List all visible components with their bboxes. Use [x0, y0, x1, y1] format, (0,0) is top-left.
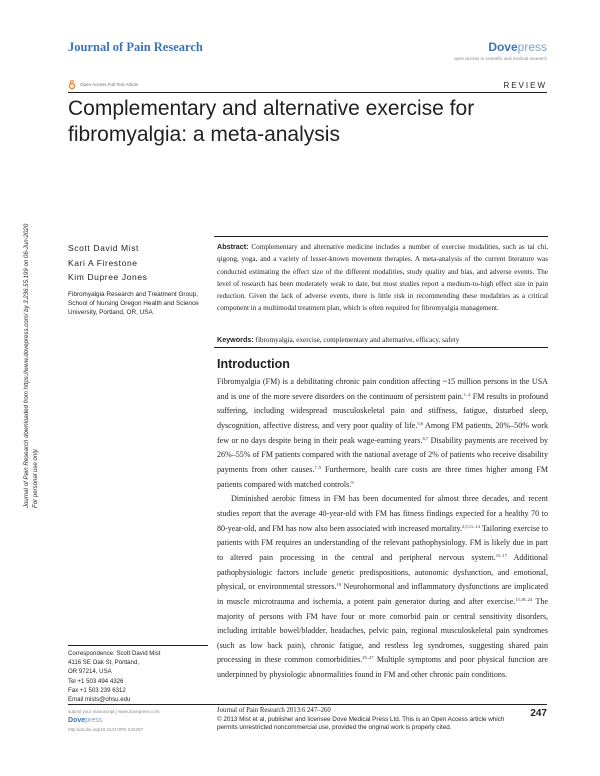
- license-text: © 2013 Mist et al, publisher and licensee Dove Medical Press Ltd. This is an Open Access article which permits unrestricted noncommercial use, provided the original work is properly cited.: [217, 715, 505, 731]
- correspondence-fax: Fax +1 503 239 6312: [68, 686, 126, 694]
- citation-line: Journal of Pain Research 2013:6 247–260: [217, 707, 331, 714]
- publisher-logo: [488, 40, 547, 54]
- abstract-label: Abstract:: [217, 242, 249, 251]
- correspondence-email[interactable]: Email mists@ohsu.edu: [68, 696, 131, 704]
- correspondence-name: Correspondence: Scott David Mist: [68, 650, 161, 657]
- citation: 2,5,11–14: [462, 523, 480, 529]
- citation: 1–4: [463, 391, 471, 397]
- publisher-logo-bold: Dove: [488, 40, 518, 54]
- keywords-text: fibromyalgia, exercise, complementary and alternative, efficacy, safety: [255, 336, 460, 344]
- footer-publisher-logo: [68, 715, 159, 726]
- article-title: Complementary and alternative exercise for fibromyalgia: a meta-analysis: [68, 97, 475, 146]
- doi-link[interactable]: http://dx.doi.org/10.2147/JPR.S32297: [68, 727, 144, 732]
- publisher-tagline: open access to scientific and medical research: [453, 56, 547, 61]
- download-watermark: [22, 158, 44, 508]
- citation: 7–9: [314, 464, 322, 470]
- page-number: 247: [530, 708, 547, 719]
- open-access-badge: [68, 80, 138, 89]
- citation: 15–17: [495, 552, 507, 558]
- publisher-logo-light: press: [517, 40, 547, 54]
- footer-citation: [217, 707, 517, 733]
- open-access-label: Open Access Full Text Article: [80, 82, 138, 87]
- footer-left: [68, 708, 159, 733]
- correspondence-address: OR 97214, USA: [68, 668, 112, 676]
- open-access-icon: [68, 80, 76, 89]
- author-name: Kari A Firestone: [68, 257, 138, 268]
- introduction-body: [217, 375, 548, 683]
- submit-link[interactable]: submit your manuscript | www.dovepress.com: [68, 709, 160, 714]
- author-affiliation: Fibromyalgia Research and Treatment Group, School of Nursing Oregon Health and Science University, Portland, OR, USA: [68, 291, 199, 317]
- header-divider: [68, 92, 547, 93]
- paragraph: Fibromyalgia (FM) is a debilitating chronic pain condition affecting ~15 million persons in the USA and is one of the more severe disorders on the continuum of persistent pain.$^{1-4}$ FM results in profound suffering, including widespread musculoskeletal pain and stiffness, fatigue, disturbed sleep, dyscognition, affective distress, and very poor quality of life.$^{5,6}$ Among FM patients, 20%–50% work few or no days despite being in their peak wage-earning years.$^{6,7}$ Disability payments are received by 26%–55% of FM patients compared with the national average of 2% of patients who receive disability payments from other causes.$^{7-9}$ Furthermore, health care costs are three times higher among FM patients compared with matched controls.$^9$: [217, 377, 548, 489]
- paragraph: Diminished aerobic fitness in FM has been documented for almost three decades, and recent studies report that the average 40-year-old with FM has fitness findings expected for a healthy 70 to 80-year-old, and FM has now also been associated with increased mortality.$^{2,5,11-14}$ Tailoring exercise to patients with FM requires an understanding of the relevant pathophysiology. FM is likely due in part to altered pain processing in the central and peripheral nervous system.$^{15-17}$ Additional pathophysiologic factors include genetic predispositions, autonomic dysfunction, and emotional, physical, or environmental stressors.$^{18}$ Neurohormonal and inflammatory dysfunctions are implicated in muscle microtrauma and ischemia, a potent pain generator during and after exercise.$^{15,18-24}$ The majority of persons with FM have four or more comorbid pain or central sensitivity disorders, including irritable bowel/bladder, headaches, pelvic pain, regional musculoskeletal pain syndromes (such as low back pain), chronic fatigue, and restless leg syndromes, suggesting shared pain processing in these common comorbidities.$^{25-27}$ Multiple symptoms and poor physical function are underpinned by physiologic abnormalities found in FM and other chronic pain conditions.: [217, 494, 549, 680]
- keywords: [217, 334, 548, 346]
- correspondence-block: [68, 645, 208, 704]
- author-name: Kim Dupree Jones: [68, 272, 148, 282]
- section-heading: Introduction: [217, 357, 290, 371]
- citation: 15,18–24: [515, 596, 533, 602]
- correspondence-address: 4116 SE Oak St, Portland,: [68, 659, 140, 667]
- footer-publisher-bold: Dove: [68, 717, 86, 724]
- article-type: REVIEW: [503, 81, 547, 90]
- author-name: Scott David Mist: [68, 243, 140, 253]
- citation: 5,6: [417, 420, 423, 426]
- citation: 25–27: [362, 655, 374, 661]
- footer-divider: [68, 704, 547, 705]
- citation: 9: [351, 479, 354, 485]
- correspondence-phone: Tel +1 503 494 4326: [68, 677, 124, 685]
- keywords-label: Keywords:: [217, 335, 254, 344]
- abstract: [217, 241, 548, 315]
- footer-publisher-light: press: [85, 717, 103, 724]
- citation: 18: [336, 582, 342, 588]
- download-note: Journal of Pain Research downloaded from https://www.dovepress.com/ by 3.236.55.199 on 06-Jun-2020: [23, 223, 30, 508]
- citation: 6,7: [422, 435, 429, 441]
- journal-name: Journal of Pain Research: [68, 40, 203, 54]
- personal-use-note: For personal use only.: [32, 448, 39, 508]
- abstract-text: Complementary and alternative medicine includes a number of exercise modalities, such as tai chi, qigong, yoga, and a variety of lesser-known movement therapies. A meta-analysis of the current literature was conducted estimating the effect size of the different modalities, study quality and bias, and adverse events. The level of research has been moderately weak to date, but most studies report a medium-to-high effect size in pain reduction. Given the lack of adverse events, there is little risk in recommending these modalities as a critical component in a multimodal treatment plan, which is often required for fibromyalgia management.: [217, 243, 549, 313]
- author-list: [68, 241, 148, 285]
